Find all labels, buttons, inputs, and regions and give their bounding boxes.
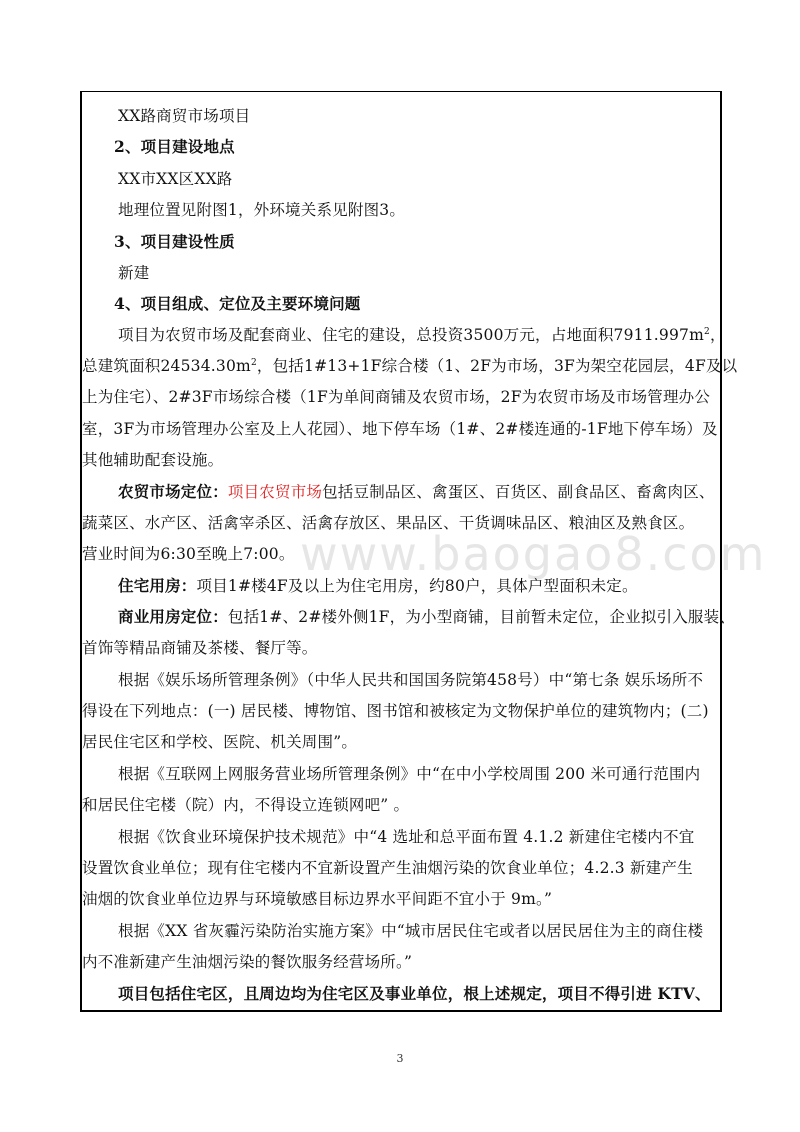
paragraph-composition-line-1 — [118, 325, 726, 345]
paragraph-residential — [118, 576, 708, 596]
text-span: ， — [709, 326, 726, 344]
paragraph-haze-line-2: 内不准新建产生油烟污染的餐饮服务经营场所。” — [82, 953, 413, 971]
label-residential: 住宅用房： — [118, 576, 197, 595]
paragraph-catering-line-3: 油烟的饮食业单位边界与环境敏感目标边界水平间距不宜小于 9m。” — [82, 890, 553, 908]
text-span: 包括1#、2#楼外侧1F，为小型商铺，目前暂未定位，企业拟引入服装、 — [227, 608, 736, 626]
text-span: 项目为农贸市场及配套商业、住宅的建设，总投资3500万元，占地面积7911.997m — [118, 326, 705, 344]
paragraph-conclusion: 项目包括住宅区，且周边均为住宅区及事业单位，根上述规定，项目不得引进 KTV、 — [118, 984, 711, 1003]
paragraph-internet-line-2: 和居民住宅楼（院）内，不得设立连锁网吧” 。 — [82, 796, 410, 814]
paragraph-composition-line-2 — [82, 356, 738, 376]
paragraph-haze-line-1: 根据《XX 省灰霾污染防治实施方案》中“城市居民住宅或者以居民居住为主的商住楼 — [118, 922, 704, 940]
map-reference: 地理位置见附图1，外环境关系见附图3。 — [118, 201, 406, 219]
superscript: 2 — [704, 326, 710, 337]
nature-text: 新建 — [118, 264, 150, 282]
project-name: XX路商贸市场项目 — [118, 107, 251, 125]
label-market-positioning: 农贸市场定位： — [118, 482, 228, 501]
section-heading-nature: 3、项目建设性质 — [114, 232, 235, 251]
text-span: 项目1#楼4F及以上为住宅用房，约80户，具体户型面积未定。 — [196, 577, 638, 595]
text-span: 总建筑面积24534.30m — [82, 357, 251, 375]
label-commercial: 商业用房定位： — [118, 607, 228, 626]
section-heading-composition: 4、项目组成、定位及主要环境问题 — [114, 294, 361, 313]
paragraph-market-line-2: 蔬菜区、水产区、活禽宰杀区、活禽存放区、果品区、干货调味品区、粮油区及熟食区。 — [82, 514, 695, 532]
text-span: 包括豆制品区、禽蛋区、百货区、副食品区、畜禽肉区、 — [322, 483, 715, 501]
section-heading-location: 2、项目建设地点 — [114, 137, 235, 156]
paragraph-commercial-line-2: 首饰等精品商铺及茶楼、餐厅等。 — [82, 639, 318, 657]
paragraph-internet-line-1: 根据《互联网上网服务营业场所管理条例》中“在中小学校周围 200 米可通行范围内 — [118, 765, 701, 783]
paragraph-market-line-1 — [118, 482, 715, 502]
paragraph-catering-line-2: 设置饮食业单位；现有住宅楼内不宜新设置产生油烟污染的饮食业单位；4.2.3 新建产生 — [82, 859, 693, 877]
location-text: XX市XX区XX路 — [118, 170, 233, 188]
highlight-text: 项目农贸市场 — [227, 483, 323, 501]
paragraph-composition-line-5: 其他辅助配套设施。 — [82, 451, 224, 469]
paragraph-catering-line-1: 根据《饮食业环境保护技术规范》中“4 选址和总平面布置 4.1.2 新建住宅楼内不宜 — [118, 828, 695, 846]
page-number: 3 — [396, 1052, 404, 1065]
paragraph-market-line-3: 营业时间为6:30至晚上7:00。 — [82, 545, 295, 563]
text-span: ，包括1#13+1F综合楼（1、2F为市场，3F为架空花园层，4F及以 — [256, 357, 738, 375]
watermark: www.baogao8.com — [300, 527, 767, 581]
paragraph-commercial-line-1 — [118, 607, 736, 627]
paragraph-entertainment-line-3: 居民住宅区和学校、医院、机关周围”。 — [82, 733, 358, 751]
paragraph-entertainment-line-1: 根据《娱乐场所管理条例》（中华人民共和国国务院第458号）中“第七条 娱乐场所不 — [118, 671, 704, 689]
paragraph-composition-line-4: 室，3F为市场管理办公室及上人花园）、地下停车场（1#、2#楼连通的-1F地下停车场）及 — [82, 420, 718, 438]
paragraph-entertainment-line-2: 得设在下列地点：(一) 居民楼、博物馆、图书馆和被核定为文物保护单位的建筑物内；(二) — [82, 702, 709, 720]
superscript: 2 — [250, 357, 257, 368]
document-table-frame — [80, 91, 738, 1012]
paragraph-composition-line-3: 上为住宅）、2#3F市场综合楼（1F为单间商铺及农贸市场，2F为农贸市场及市场管理办公 — [82, 388, 711, 406]
